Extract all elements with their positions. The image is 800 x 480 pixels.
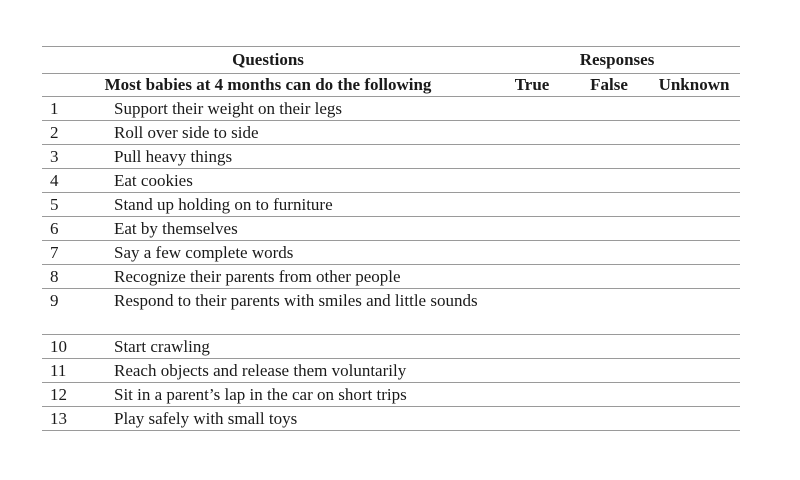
unknown-response-cell: [648, 359, 740, 383]
question-text: Recognize their parents from other people: [114, 265, 494, 289]
false-response-cell: [570, 217, 648, 241]
false-response-cell: [570, 97, 648, 121]
question-text: Eat cookies: [114, 169, 494, 193]
table-row: [42, 193, 740, 217]
false-response-cell: [570, 265, 648, 289]
unknown-response-cell: [648, 97, 740, 121]
unknown-response-cell: [648, 121, 740, 145]
true-response-cell: [494, 169, 570, 193]
table-row: [42, 265, 740, 289]
question-text: Stand up holding on to furniture: [114, 193, 494, 217]
true-response-cell: [494, 241, 570, 265]
table-row: [42, 145, 740, 169]
false-response-cell: [570, 193, 648, 217]
table-row: [42, 335, 740, 359]
false-response-cell: [570, 121, 648, 145]
false-response-cell: [570, 169, 648, 193]
false-response-cell: [570, 289, 648, 335]
false-response-cell: [570, 407, 648, 431]
unknown-response-cell: [648, 193, 740, 217]
unknown-response-cell: [648, 241, 740, 265]
table-row: [42, 407, 740, 431]
table-row: [42, 169, 740, 193]
question-text: Sit in a parent’s lap in the car on short trips: [114, 383, 494, 407]
question-number: 6: [42, 217, 114, 241]
true-response-cell: [494, 407, 570, 431]
question-text: Reach objects and release them voluntarily: [114, 359, 494, 383]
false-response-cell: [570, 335, 648, 359]
true-response-cell: [494, 97, 570, 121]
question-text: Play safely with small toys: [114, 407, 494, 431]
table-row: [42, 383, 740, 407]
question-number: 1: [42, 97, 114, 121]
question-number: 4: [42, 169, 114, 193]
unknown-response-cell: [648, 145, 740, 169]
questions-heading: Questions: [42, 47, 494, 74]
table-header: [42, 47, 740, 97]
false-response-cell: [570, 145, 648, 169]
true-response-cell: [494, 383, 570, 407]
question-text: Respond to their parents with smiles and little sounds: [114, 289, 494, 335]
unknown-response-cell: [648, 289, 740, 335]
unknown-response-cell: [648, 335, 740, 359]
question-number: 9: [42, 289, 114, 335]
question-number: 7: [42, 241, 114, 265]
question-number: 10: [42, 335, 114, 359]
question-text: Support their weight on their legs: [114, 97, 494, 121]
table-row: [42, 241, 740, 265]
question-number: 3: [42, 145, 114, 169]
unknown-response-cell: [648, 407, 740, 431]
question-text: Say a few complete words: [114, 241, 494, 265]
question-number: 8: [42, 265, 114, 289]
question-text: Roll over side to side: [114, 121, 494, 145]
unknown-response-cell: [648, 169, 740, 193]
true-response-cell: [494, 335, 570, 359]
table-row: [42, 121, 740, 145]
header-row-top: [42, 47, 740, 74]
question-number: 13: [42, 407, 114, 431]
unknown-response-cell: [648, 383, 740, 407]
unknown-response-cell: [648, 217, 740, 241]
true-response-cell: [494, 217, 570, 241]
question-number: 2: [42, 121, 114, 145]
true-response-cell: [494, 145, 570, 169]
question-text: Start crawling: [114, 335, 494, 359]
questions-subheading: Most babies at 4 months can do the following: [42, 74, 494, 97]
true-response-cell: [494, 265, 570, 289]
true-response-cell: [494, 289, 570, 335]
table-row: [42, 217, 740, 241]
table-row: [42, 289, 740, 335]
header-row-sub: [42, 74, 740, 97]
question-number: 5: [42, 193, 114, 217]
table-row: [42, 359, 740, 383]
true-column-header: True: [494, 74, 570, 97]
false-response-cell: [570, 383, 648, 407]
true-response-cell: [494, 359, 570, 383]
questionnaire-table-container: [42, 46, 740, 431]
question-number: 11: [42, 359, 114, 383]
true-response-cell: [494, 121, 570, 145]
false-response-cell: [570, 359, 648, 383]
question-text: Eat by themselves: [114, 217, 494, 241]
table-row: [42, 97, 740, 121]
true-response-cell: [494, 193, 570, 217]
unknown-response-cell: [648, 265, 740, 289]
table-body: [42, 97, 740, 431]
unknown-column-header: Unknown: [648, 74, 740, 97]
responses-heading: Responses: [494, 47, 740, 74]
question-text: Pull heavy things: [114, 145, 494, 169]
question-number: 12: [42, 383, 114, 407]
questionnaire-table: [42, 46, 740, 431]
false-column-header: False: [570, 74, 648, 97]
false-response-cell: [570, 241, 648, 265]
